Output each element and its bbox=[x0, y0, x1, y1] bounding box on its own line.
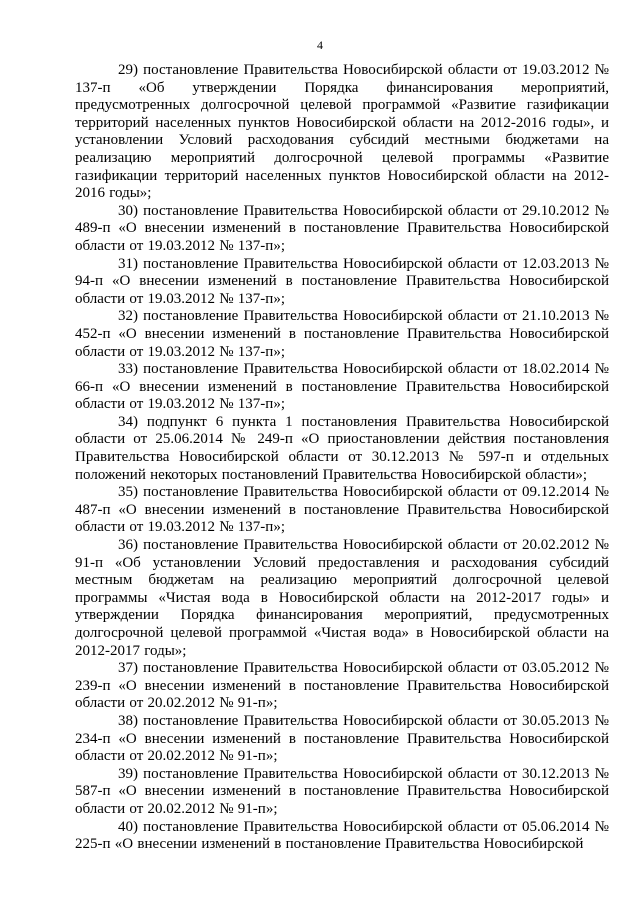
list-item-36: 36) постановление Правительства Новосибирской области от 20.02.2012 № 91-п «Об установлении Условий предоставления и расходования субсидий местным бюджетам на реализацию мероприятий долгосрочной целевой программы «Чистая вода в Новосибирской области на 2012-2017 годы» и утверждении Порядка финансирования мероприятий, предусмотренных долгосрочной целевой программой «Чистая вода» в Новосибирской области на 2012-2017 годы»; bbox=[75, 537, 609, 659]
list-item-39: 39) постановление Правительства Новосибирской области от 30.12.2013 № 587-п «О внесении изменений в постановление Правительства Новосибирской области от 20.02.2012 № 91-п»; bbox=[75, 765, 609, 817]
list-item-30: 30) постановление Правительства Новосибирской области от 29.10.2012 № 489-п «О внесении изменений в постановление Правительства Новосибирской области от 19.03.2012 № 137-п»; bbox=[75, 202, 609, 254]
page-number: 4 bbox=[317, 38, 323, 52]
list-item-38: 38) постановление Правительства Новосибирской области от 30.05.2013 № 234-п «О внесении изменений в постановление Правительства Новосибирской области от 20.02.2012 № 91-п»; bbox=[75, 712, 609, 765]
list-item-40: 40) постановление Правительства Новосибирской области от 05.06.2014 № 225-п «О внесении изменений в постановление Правительства Новосибирской bbox=[75, 818, 609, 853]
list-item-37: 37) постановление Правительства Новосибирской области от 03.05.2012 № 239-п «О внесении изменений в постановление Правительства Новосибирской области от 20.02.2012 № 91-п»; bbox=[75, 660, 609, 712]
list-item-33: 33) постановление Правительства Новосибирской области от 18.02.2014 № 66-п «О внесении изменений в постановление Правительства Новосибирской области от 19.03.2012 № 137-п»; bbox=[75, 361, 609, 413]
document-body bbox=[75, 62, 609, 854]
list-item-35: 35) постановление Правительства Новосибирской области от 09.12.2014 № 487-п «О внесении изменений в постановление Правительства Новосибирской области от 19.03.2012 № 137-п»; bbox=[75, 484, 609, 536]
list-item-32: 32) постановление Правительства Новосибирской области от 21.10.2013 № 452-п «О внесении изменений в постановление Правительства Новосибирской области от 19.03.2012 № 137-п»; bbox=[75, 308, 609, 360]
list-item-31: 31) постановление Правительства Новосибирской области от 12.03.2013 № 94-п «О внесении изменений в постановление Правительства Новосибирской области от 19.03.2012 № 137-п»; bbox=[75, 255, 609, 307]
list-item-29: 29) постановление Правительства Новосибирской области от 19.03.2012 № 137-п «Об утверждении Порядка финансирования мероприятий, предусмотренных долгосрочной целевой программой «Развитие газификации территорий населенных пунктов Новосибирской области на 2012-2016 годы», и установлении Условий расходования субсидий местными бюджетами на реализацию мероприятий долгосрочной целевой программы «Развитие газификации территорий населенных пунктов Новосибирской области на 2012-2016 годы»; bbox=[75, 62, 609, 202]
list-item-34: 34) подпункт 6 пункта 1 постановления Правительства Новосибирской области от 25.06.2014 № 249-п «О приостановлении действия постановления Правительства Новосибирской области от 30.12.2013 № 597-п и отдельных положений некоторых постановлений Правительства Новосибирской области»; bbox=[75, 413, 609, 483]
